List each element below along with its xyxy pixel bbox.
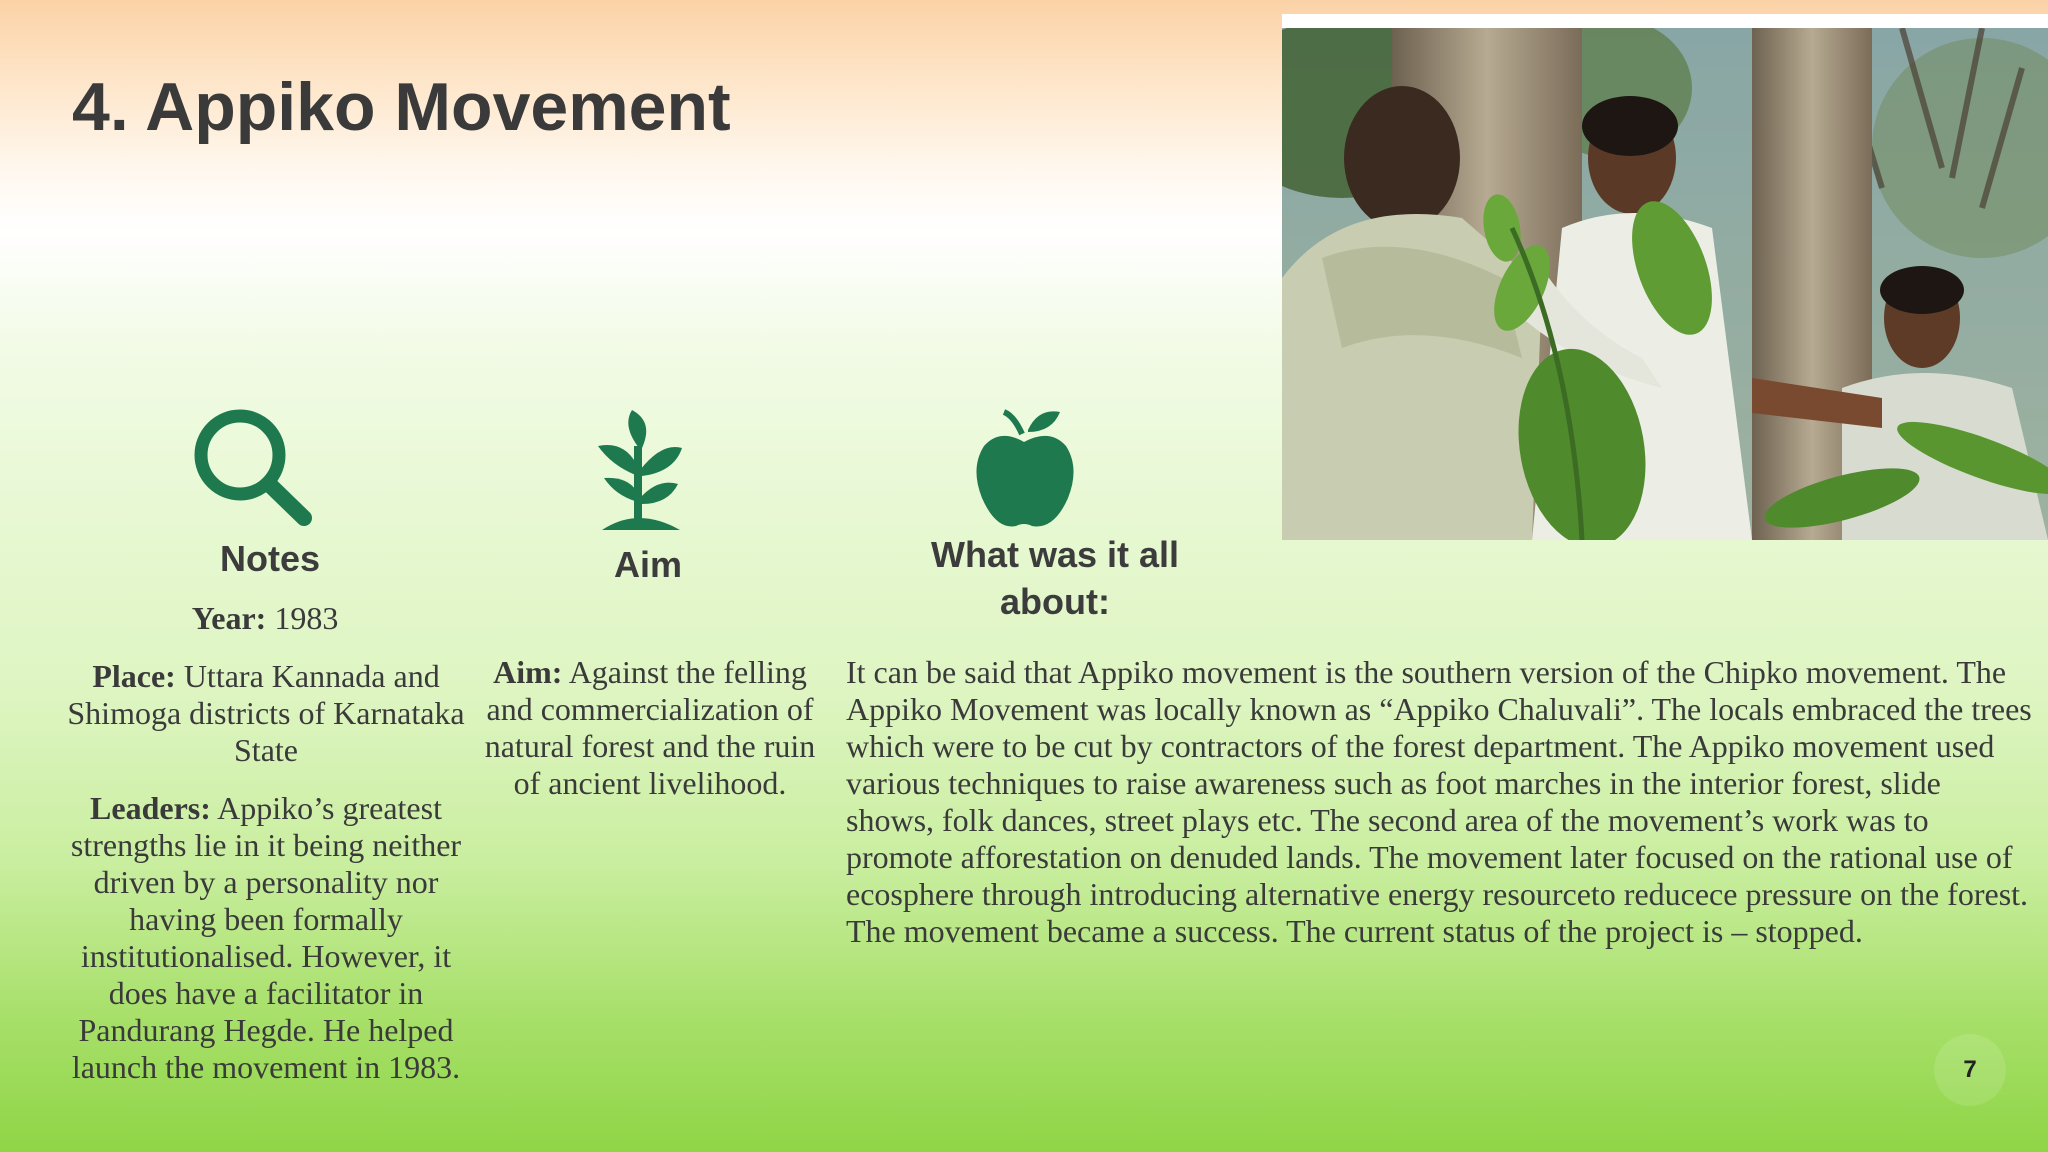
year-value: 1983 [266,600,339,636]
apple-icon [974,406,1076,530]
slide-title: 4. Appiko Movement [72,69,731,145]
aim-label: Aim: [493,654,563,690]
sprout-icon [592,406,688,532]
about-heading: What was it all about: [930,534,1180,622]
aim-value: Against the felling and commercialization of natural forest and the ruin of ancient livelihood. [484,654,816,801]
aim-text [470,654,830,802]
leaders-label: Leaders: [90,790,211,826]
page-number: 7 [1934,1034,2006,1106]
place-value: Uttara Kannada and Shimoga districts of Karnataka State [67,658,465,768]
about-text: It can be said that Appiko movement is the southern version of the Chipko movement. The Appiko Movement was locally known as “Appiko Chaluvali”. The locals embraced the trees which were to be cut by contractors of the forest department. The Appiko movement used various techniques to raise awareness such as foot marches in the interior forest, slide shows, folk dances, street plays etc. The second area of the movement’s work was to promote afforestation on denuded lands. The movement later focused on the rational use of ecosphere through introducing alternative energy resourceto reducece pressure on the forest. The movement became a success. The current status of the project is – stopped. [846,654,2032,949]
notes-leaders [66,790,466,1086]
notes-heading: Notes [219,538,321,579]
notes-year [60,600,470,637]
year-label: Year: [191,600,267,636]
place-label: Place: [92,658,176,694]
people-hugging-trees-photo [1282,28,2048,540]
leaders-value: Appiko’s greatest strengths lie in it being neither driven by a personality nor having been formally institutionalised. However, it does have a facilitator in Pandurang Hegde. He helped launch the movement in 1983. [70,790,462,1085]
magnifier-icon [190,406,316,528]
notes-place [66,658,466,769]
aim-heading: Aim [613,544,682,585]
